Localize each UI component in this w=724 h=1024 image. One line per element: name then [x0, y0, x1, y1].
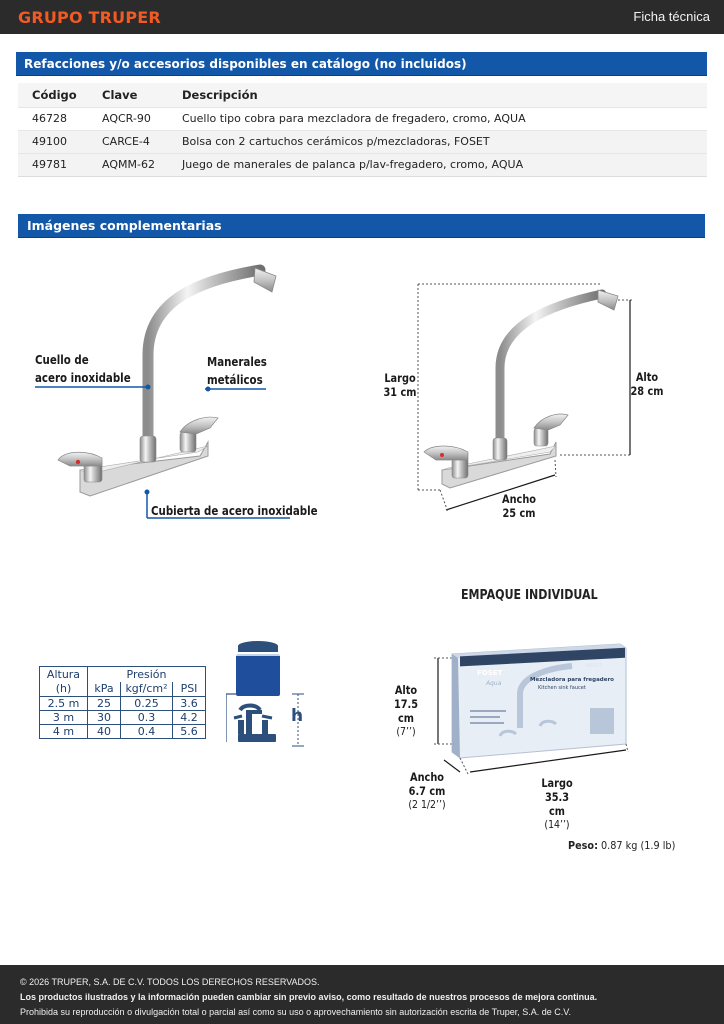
footer-prohibition: Prohibida su reproducción o divulgación total o parcial así como su uso o aprovechamiento sin autorización escrita de Truper, S.A. de C.V.	[20, 1007, 571, 1017]
cell-kgf: 0.4	[121, 725, 173, 739]
height-h-label: h	[291, 706, 304, 726]
cell-altura: 2.5 m	[40, 697, 88, 711]
callout-neck-line2: acero inoxidable	[35, 370, 131, 385]
pkg-alto-in: (7’’)	[396, 725, 416, 738]
pkg-alto-value: 17.5 cm	[393, 697, 419, 725]
pressure-unit-kpa: kPa	[88, 682, 121, 697]
cell-codigo: 49100	[18, 130, 88, 153]
pkg-largo-label: Largo	[541, 776, 573, 790]
cell-altura: 4 m	[40, 725, 88, 739]
cell-codigo: 46728	[18, 107, 88, 130]
top-bar	[0, 0, 724, 34]
dim-alto-label: Alto	[635, 370, 659, 384]
brand-logo: GRUPO TRUPER	[18, 8, 161, 27]
col-codigo: Código	[18, 83, 88, 107]
faucet-dimensions-illustration	[410, 270, 650, 520]
dim-alto	[629, 370, 665, 398]
pressure-unit-psi: PSI	[173, 682, 206, 697]
pkg-ancho-value: 6.7 cm	[408, 784, 446, 798]
parts-table	[18, 83, 707, 177]
parts-table-header	[18, 83, 707, 107]
dim-ancho	[500, 492, 537, 520]
pressure-unit-kgf: kgf/cm²	[121, 682, 173, 697]
pressure-col-altura-unit: (h)	[55, 681, 72, 695]
cell-psi: 3.6	[173, 697, 206, 711]
box-sub: Aqua	[486, 680, 502, 687]
cell-codigo: 49781	[18, 153, 88, 176]
dim-ancho-value: 25 cm	[502, 506, 536, 520]
cell-altura: 3 m	[40, 711, 88, 725]
footer-copyright: © 2026 TRUPER, S.A. DE C.V. TODOS LOS DERECHOS RESERVADOS.	[20, 977, 320, 987]
cell-descripcion: Bolsa con 2 cartuchos cerámicos p/mezcladoras, FOSET	[168, 130, 707, 153]
cell-kpa: 30	[88, 711, 121, 725]
water-tank-height-diagram	[226, 638, 316, 750]
callout-handles-line2: metálicos	[207, 372, 263, 387]
dim-alto-value: 28 cm	[630, 384, 664, 398]
pkg-dim-alto	[386, 683, 425, 739]
dim-largo	[383, 371, 417, 399]
pkg-alto-label: Alto	[394, 683, 418, 697]
box-brand: FOSET	[477, 669, 503, 677]
table-row	[18, 107, 707, 130]
package-weight	[568, 839, 675, 852]
pkg-largo-in: (14’’)	[544, 818, 570, 831]
box-title: Mezcladora para fregadero	[530, 677, 614, 683]
cell-descripcion: Juego de manerales de palanca p/lav-fregadero, cromo, AQUA	[168, 153, 707, 176]
cell-clave: AQCR-90	[88, 107, 168, 130]
cell-psi: 4.2	[173, 711, 206, 725]
weight-value: 0.87 kg (1.9 lb)	[601, 839, 676, 852]
cell-kpa: 40	[88, 725, 121, 739]
pressure-table	[39, 666, 206, 739]
parts-section-title: Refacciones y/o accesorios disponibles en catálogo (no incluidos)	[16, 52, 707, 76]
pressure-col-presion: Presión	[88, 667, 206, 682]
pressure-col-altura	[40, 667, 88, 697]
weight-label: Peso:	[568, 839, 598, 852]
dim-largo-value: 31 cm	[383, 385, 417, 399]
callout-handles-line1: Manerales	[207, 354, 267, 369]
table-row	[40, 711, 206, 725]
callout-lines	[30, 380, 290, 520]
cell-kgf: 0.25	[121, 697, 173, 711]
pkg-ancho-in: (2 1/2’’)	[408, 798, 446, 811]
col-clave: Clave	[88, 83, 168, 107]
dim-largo-label: Largo	[384, 371, 416, 385]
doc-type-label: Ficha técnica	[633, 9, 710, 24]
callout-deck: Cubierta de acero inoxidable	[151, 503, 318, 518]
box-subtitle: Kitchen sink faucet	[538, 685, 586, 691]
package-title: EMPAQUE INDIVIDUAL	[461, 588, 598, 603]
footer-notice: Los productos ilustrados y la información pueden cambiar sin previo aviso, como resultado de nuestros procesos de mejora continua.	[20, 992, 598, 1002]
cell-psi: 5.6	[173, 725, 206, 739]
cell-kgf: 0.3	[121, 711, 173, 725]
table-row	[18, 153, 707, 176]
box-code: 49027	[586, 663, 602, 669]
cell-descripcion: Cuello tipo cobra para mezcladora de fregadero, cromo, AQUA	[168, 107, 707, 130]
package-box-illustration	[430, 640, 640, 780]
cell-clave: AQMM-62	[88, 153, 168, 176]
footer	[0, 965, 724, 1024]
pkg-dim-ancho	[407, 770, 448, 812]
callout-neck-line1: Cuello de	[35, 352, 89, 367]
pkg-ancho-label: Ancho	[410, 770, 444, 784]
pkg-largo-value: 35.3 cm	[544, 790, 570, 818]
images-section-title: Imágenes complementarias	[18, 214, 705, 238]
pkg-dim-largo	[536, 776, 579, 832]
table-row	[40, 725, 206, 739]
col-descripcion: Descripción	[168, 83, 707, 107]
dim-ancho-label: Ancho	[502, 492, 536, 506]
table-row	[18, 130, 707, 153]
cell-clave: CARCE-4	[88, 130, 168, 153]
pressure-col-altura-label: Altura	[46, 667, 81, 681]
cell-kpa: 25	[88, 697, 121, 711]
table-row	[40, 697, 206, 711]
